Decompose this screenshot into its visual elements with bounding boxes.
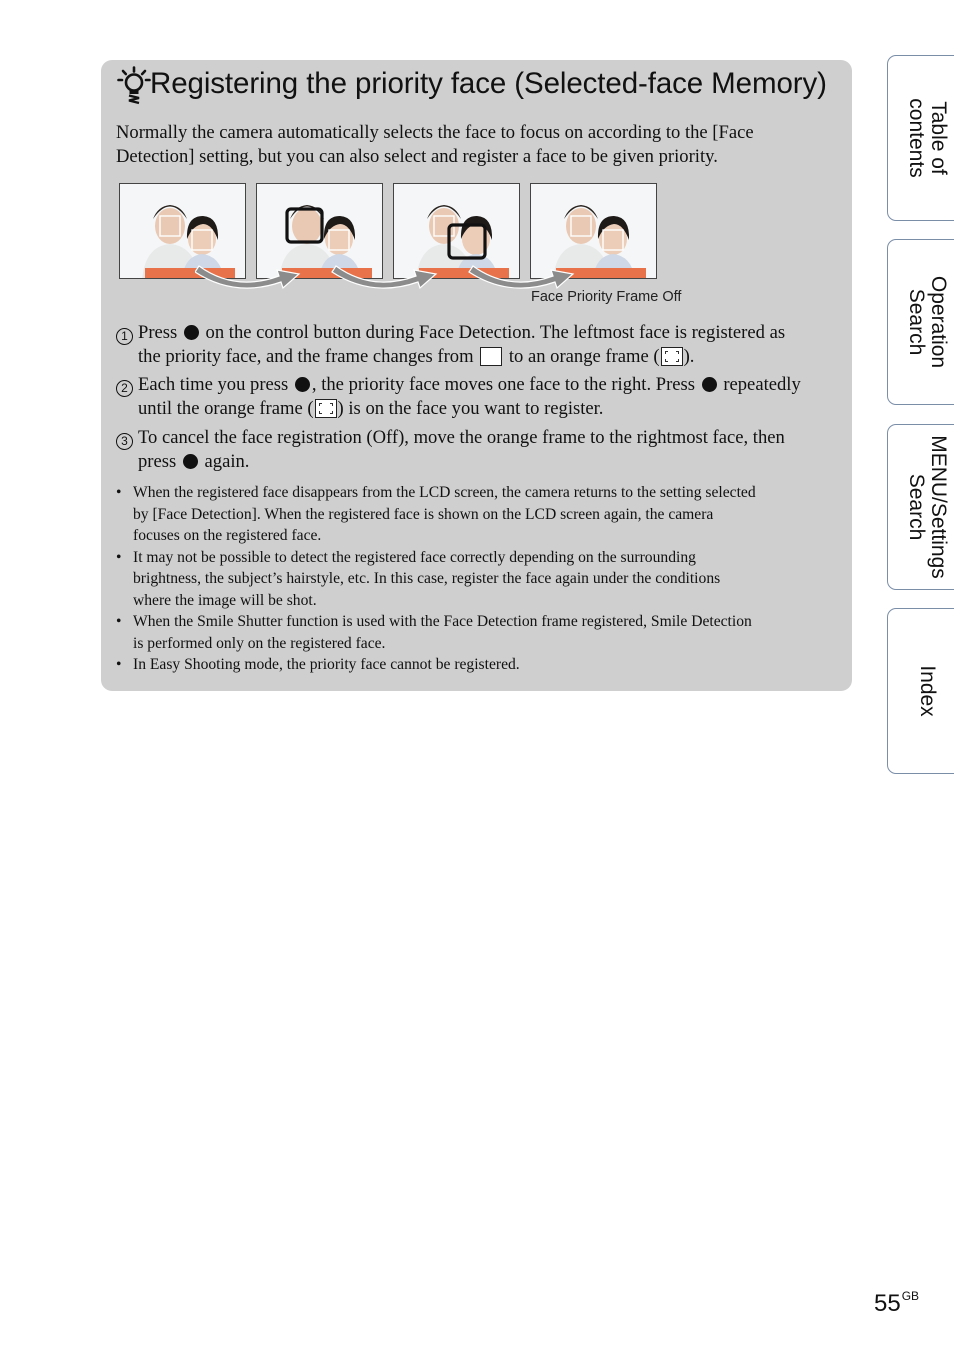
sequence-arrows	[195, 258, 615, 292]
note-item: • In Easy Shooting mode, the priority face cannot be registered.	[116, 656, 520, 673]
intro-line: Detection] setting, but you can also select and register a face to be given priority.	[116, 145, 718, 167]
step-line: To cancel the face registration (Off), move the orange frame to the rightmost face, then	[138, 427, 785, 448]
orange-frame-icon	[661, 347, 683, 366]
note-item: • When the Smile Shutter function is used with the Face Detection frame registered, Smile Detection is performed only on the registered face.	[116, 613, 752, 652]
tab-label: Operation Search	[905, 275, 950, 369]
step-line: the priority face, and the frame changes from to an orange frame ( ).	[138, 345, 695, 367]
step-line: until the orange frame ( ) is on the face you want to register.	[138, 398, 604, 419]
intro-line: Normally the camera automatically selects the face to focus on according to the [Face	[116, 122, 754, 143]
control-button-center-icon	[183, 454, 198, 469]
step-line: Each time you press , the priority face moves one face to the right. Press repeatedly	[138, 374, 801, 395]
note-item: • When the registered face disappears from the LCD screen, the camera returns to the setting selected by [Face Detection]. When the registered face is shown on the LCD screen again, the camera focuses on the registered face.	[116, 484, 756, 544]
tip-title: Registering the priority face (Selected-face Memory)	[150, 67, 827, 100]
tab-operation-search[interactable]	[887, 239, 954, 405]
note-item: • It may not be possible to detect the registered face correctly depending on the surrounding brightness, the subject’s hairstyle, etc. In this case, register the face again under the conditions where the image will be shot.	[116, 548, 721, 609]
step-2	[116, 373, 840, 421]
arrow-2	[332, 266, 436, 288]
tab-table-of-contents[interactable]	[887, 55, 954, 221]
step-line: Press on the control button during Face Detection. The leftmost face is registered as	[138, 322, 786, 343]
white-frame-icon	[480, 347, 502, 366]
arrow-1	[195, 266, 299, 288]
step-1	[116, 321, 840, 369]
step-3	[116, 426, 840, 474]
step-number: 1	[116, 321, 133, 345]
tab-label: Index	[916, 665, 939, 717]
tab-label: MENU/Settings Search	[905, 435, 950, 579]
step-line: press again.	[138, 451, 250, 472]
photo-caption: Face Priority Frame Off	[531, 289, 682, 305]
step-number: 2	[116, 373, 133, 397]
notes-list	[116, 482, 836, 676]
tab-menu-settings-search[interactable]	[887, 424, 954, 590]
control-button-center-icon	[295, 377, 310, 392]
control-button-center-icon	[184, 325, 199, 340]
orange-frame-icon	[315, 399, 337, 418]
intro-paragraph	[116, 121, 836, 168]
tab-index[interactable]	[887, 608, 954, 774]
step-number: 3	[116, 426, 133, 450]
tab-label: Table of contents	[905, 98, 950, 178]
page-number: $55^{GB}$	[874, 1289, 920, 1317]
control-button-center-icon	[702, 377, 717, 392]
lightbulb-hint-icon	[117, 66, 151, 106]
arrow-3	[469, 266, 573, 288]
